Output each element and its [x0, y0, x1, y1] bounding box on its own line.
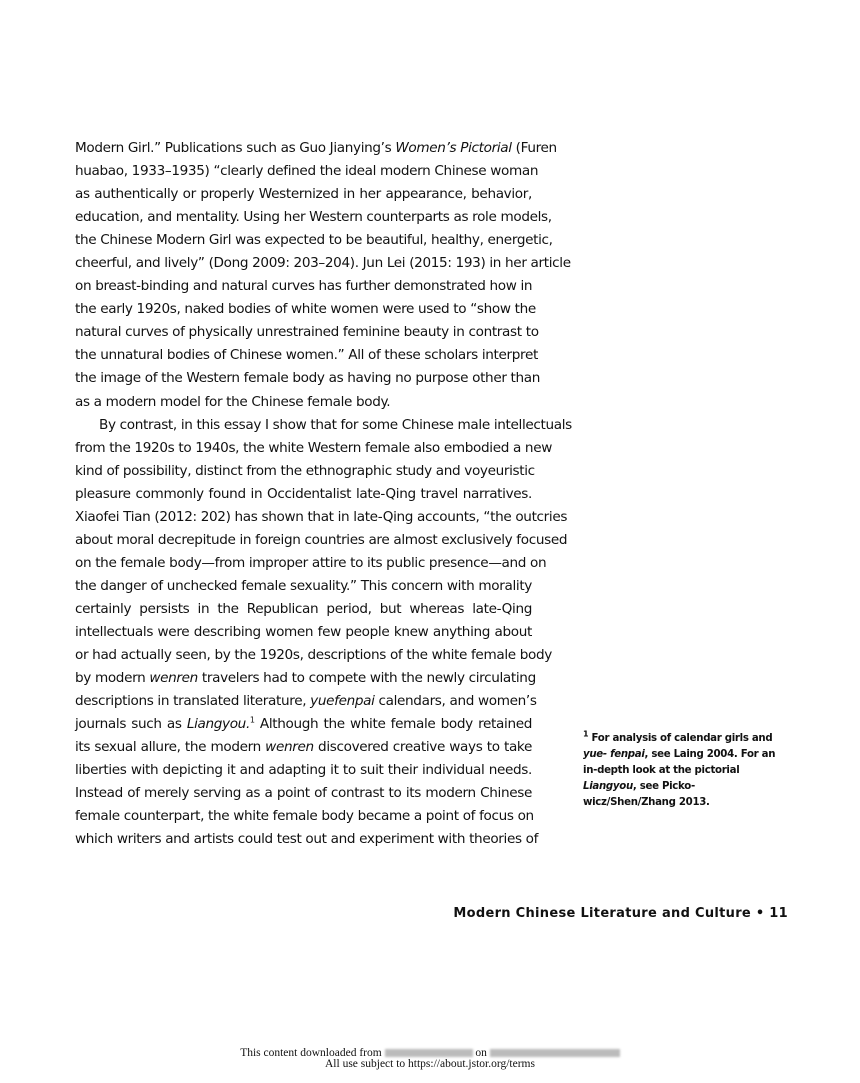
text-line	[75, 275, 532, 298]
italic-text: Liangyou	[583, 781, 633, 792]
text-run: which writers and artists could test out and experiment with theories of	[75, 831, 539, 848]
text-line	[75, 690, 537, 713]
body-text	[75, 137, 572, 851]
italic-text: Liangyou.	[186, 716, 250, 733]
text-line	[75, 483, 532, 506]
text-run: female counterpart, the white female body became a point of focus on	[75, 808, 534, 825]
italic-text: wenren	[265, 739, 314, 756]
text-run: the image of the Western female body as having no purpose other than	[75, 370, 541, 387]
text-run: Xiaofei Tian (2012: 202) has shown that in late-Qing accounts, “the outcries	[75, 508, 568, 525]
text-line	[75, 621, 532, 644]
text-line	[75, 414, 572, 437]
text-line	[75, 805, 532, 828]
running-footer: Modern Chinese Literature and Culture • 11	[453, 906, 788, 921]
text-run: on the female body—from improper attire to its public presence—and on	[75, 554, 547, 571]
text-run: certainly persists in the Republican period, but whereas late-Qing	[75, 600, 532, 617]
text-run: on breast-binding and natural curves has further demonstrated how in	[75, 278, 533, 295]
text-line	[75, 598, 532, 621]
text-run: Instead of merely serving as a point of contrast to its modern Chinese	[75, 785, 532, 802]
text-run: calendars, and women’s	[374, 693, 537, 710]
italic-text: yuefenpai	[310, 693, 375, 710]
text-line	[75, 321, 539, 344]
text-line	[75, 759, 532, 782]
italic-text: Women’s Pictorial	[395, 140, 512, 156]
text-run: descriptions in translated literature,	[75, 693, 311, 710]
text-run: , see Picko-wicz/Shen/Zhang 2013.	[583, 781, 710, 808]
text-line	[75, 713, 532, 736]
text-run: pleasure commonly found in Occidentalist late-Qing travel narratives.	[75, 485, 532, 502]
text-run: , see Laing 2004. For an in-depth look at the pictorial	[583, 749, 776, 776]
text-run: about moral decrepitude in foreign countries are almost exclusively focused	[75, 531, 568, 548]
text-line	[75, 183, 532, 206]
text-line	[75, 575, 532, 598]
text-run: from the 1920s to 1940s, the white Western female also embodied a new	[75, 439, 552, 456]
text-line	[75, 206, 552, 229]
text-run: liberties with depicting it and adapting it to suit their individual needs.	[75, 762, 532, 779]
text-run: For analysis of calendar girls and	[588, 733, 773, 744]
text-line	[75, 667, 536, 690]
text-run: Although the white female body retained	[254, 716, 532, 733]
text-run: or had actually seen, by the 1920s, descriptions of the white female body	[75, 647, 552, 664]
jstor-terms-text: All use subject to https://about.jstor.org/terms	[325, 1058, 535, 1070]
text-line	[75, 552, 547, 575]
text-run: travelers had to compete with the newly circulating	[197, 670, 536, 687]
footnote-marker: 1	[583, 729, 589, 739]
text-run: discovered creative ways to take	[313, 739, 532, 756]
text-line	[75, 137, 557, 160]
text-run: intellectuals were describing women few people knew anything about	[75, 623, 532, 640]
text-line	[75, 437, 552, 460]
text-run: Modern Girl.” Publications such as Guo Jianying’s	[75, 140, 396, 156]
jstor-notice-text: This content downloaded from	[240, 1047, 385, 1059]
text-run: by modern	[75, 670, 150, 687]
text-run: cheerful, and lively” (Dong 2009: 203–204). Jun Lei (2015: 193) in her article	[75, 255, 571, 272]
text-line	[75, 344, 538, 367]
italic-text: wenren	[149, 670, 198, 687]
text-run: as authentically or properly Westernized in her appearance, behavior,	[75, 186, 532, 203]
text-run: the Chinese Modern Girl was expected to be beautiful, healthy, energetic,	[75, 232, 553, 249]
text-line	[75, 229, 553, 252]
text-line	[75, 460, 535, 483]
text-run: huabao, 1933–1935) “clearly defined the ideal modern Chinese woman	[75, 163, 539, 180]
text-run: journals such as	[75, 716, 187, 733]
italic-text: yue- fenpai	[583, 749, 645, 760]
text-run: education, and mentality. Using her Western counterparts as role models,	[75, 209, 552, 226]
text-run: By contrast, in this essay I show that for some Chinese male intellectuals	[99, 416, 572, 433]
footnote-marker: 1	[249, 715, 255, 725]
text-line	[75, 529, 568, 552]
text-run: the danger of unchecked female sexuality.” This concern with morality	[75, 577, 532, 594]
text-run: natural curves of physically unrestrained feminine beauty in contrast to	[75, 324, 539, 341]
text-line	[75, 736, 532, 759]
text-run: as a modern model for the Chinese female body.	[75, 393, 391, 410]
text-line	[75, 298, 536, 321]
text-line	[75, 252, 571, 275]
text-line	[75, 828, 539, 851]
text-run: its sexual allure, the modern	[75, 739, 266, 756]
text-line	[75, 391, 532, 414]
text-run: kind of possibility, distinct from the ethnographic study and voyeuristic	[75, 462, 535, 479]
redacted-ip	[385, 1049, 473, 1057]
redacted-date	[490, 1049, 620, 1057]
text-line	[75, 367, 541, 390]
text-run: the early 1920s, naked bodies of white women were used to “show the	[75, 301, 536, 318]
text-run: (Furen	[511, 140, 557, 156]
text-line	[75, 160, 539, 183]
jstor-notice-on: on	[472, 1047, 490, 1059]
footnote	[583, 731, 783, 811]
text-line	[75, 644, 552, 667]
text-line	[75, 506, 568, 529]
text-run: the unnatural bodies of Chinese women.” All of these scholars interpret	[75, 347, 538, 364]
jstor-download-notice	[0, 1048, 860, 1070]
text-line	[75, 782, 532, 805]
